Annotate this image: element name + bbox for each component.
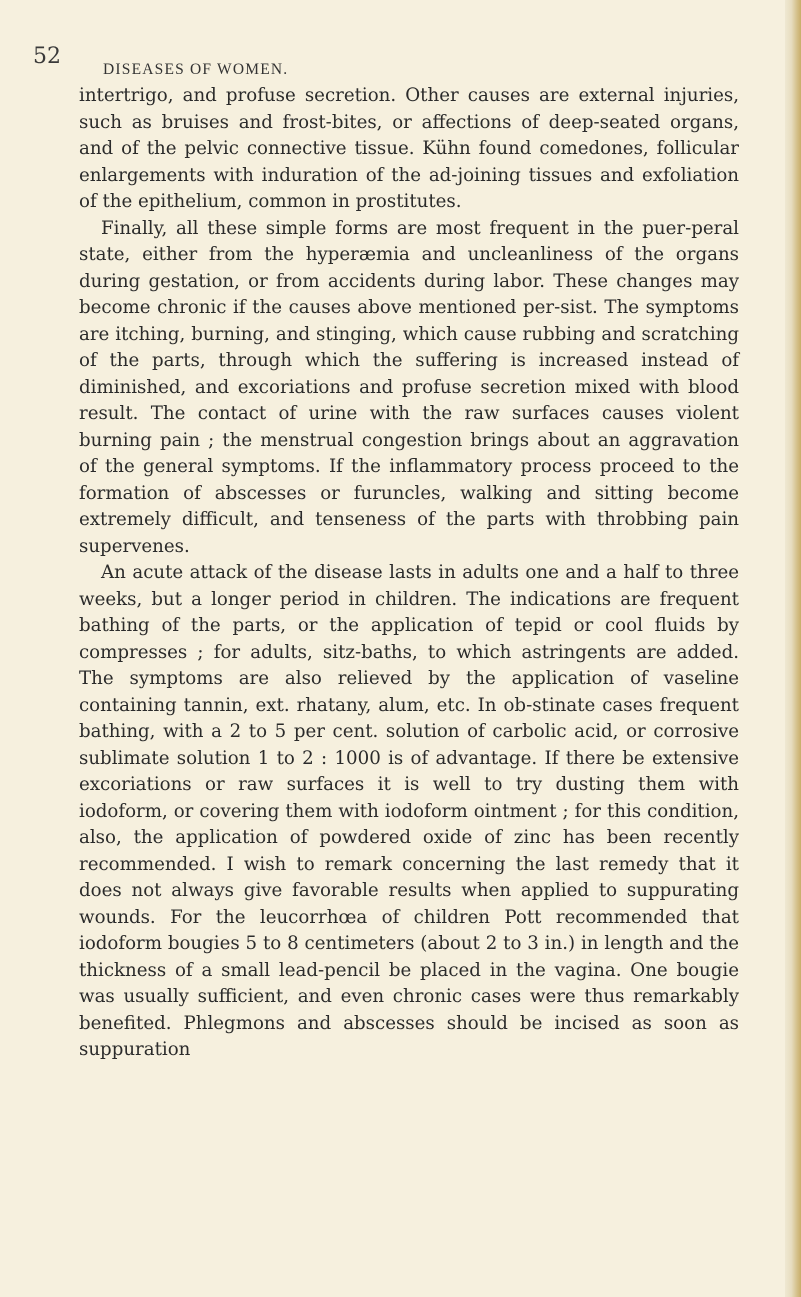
paragraph-1: intertrigo, and profuse secretion. Other causes are external injuries, such as bruises and frost-bites, or affections of deep-seated organs, and of the pelvic connective tissue. Kühn found comedones, follicular enlargements with induration of the ad-joining tissues and exfoliation of the epithelium, common in prostitutes. [79, 85, 739, 212]
body-text [79, 83, 739, 1064]
running-head: DISEASES OF WOMEN. [103, 61, 289, 78]
page-edge [785, 0, 801, 1297]
paragraph-2: Finally, all these simple forms are most frequent in the puer-peral state, either from the hyperæmia and uncleanliness of the organs during gestation, or from accidents during labor. These changes may become chronic if the causes above mentioned per-sist. The symptoms are itching, burning, and stinging, which cause rubbing and scratching of the parts, through which the suffering is increased instead of diminished, and excoriations and profuse secretion mixed with blood result. The contact of urine with the raw surfaces causes violent burning pain ; the menstrual congestion brings about an aggravation of the general symptoms. If the inflammatory process proceed to the formation of abscesses or furuncles, walking and sitting become extremely difficult, and tenseness of the parts with throbbing pain supervenes. [79, 217, 739, 557]
page-number: 52 [33, 44, 61, 69]
paragraph-3: An acute attack of the disease lasts in adults one and a half to three weeks, but a longer period in children. The indications are frequent bathing of the parts, or the application of tepid or cool fluids by compresses ; for adults, sitz-baths, to which astringents are added. The symptoms are also relieved by the application of vaseline containing tannin, ext. rhatany, alum, etc. In ob-stinate cases frequent bathing, with a 2 to 5 per cent. solution of carbolic acid, or corrosive sublimate solution 1 to 2 : 1000 is of advantage. If there be extensive excoriations or raw surfaces it is well to try dusting them with iodoform, or covering them with iodoform ointment ; for this condition, also, the application of powdered oxide of zinc has been recently recommended. I wish to remark concerning the last remedy that it does not always give favorable results when applied to suppurating wounds. For the leucorrhœa of children Pott recommended that iodoform bougies 5 to 8 centimeters (about 2 to 3 in.) in length and the thickness of a small lead-pencil be placed in the vagina. One bougie was usually sufficient, and even chronic cases were thus remarkably benefited. Phlegmons and abscesses should be incised as soon as suppuration [79, 562, 739, 1060]
